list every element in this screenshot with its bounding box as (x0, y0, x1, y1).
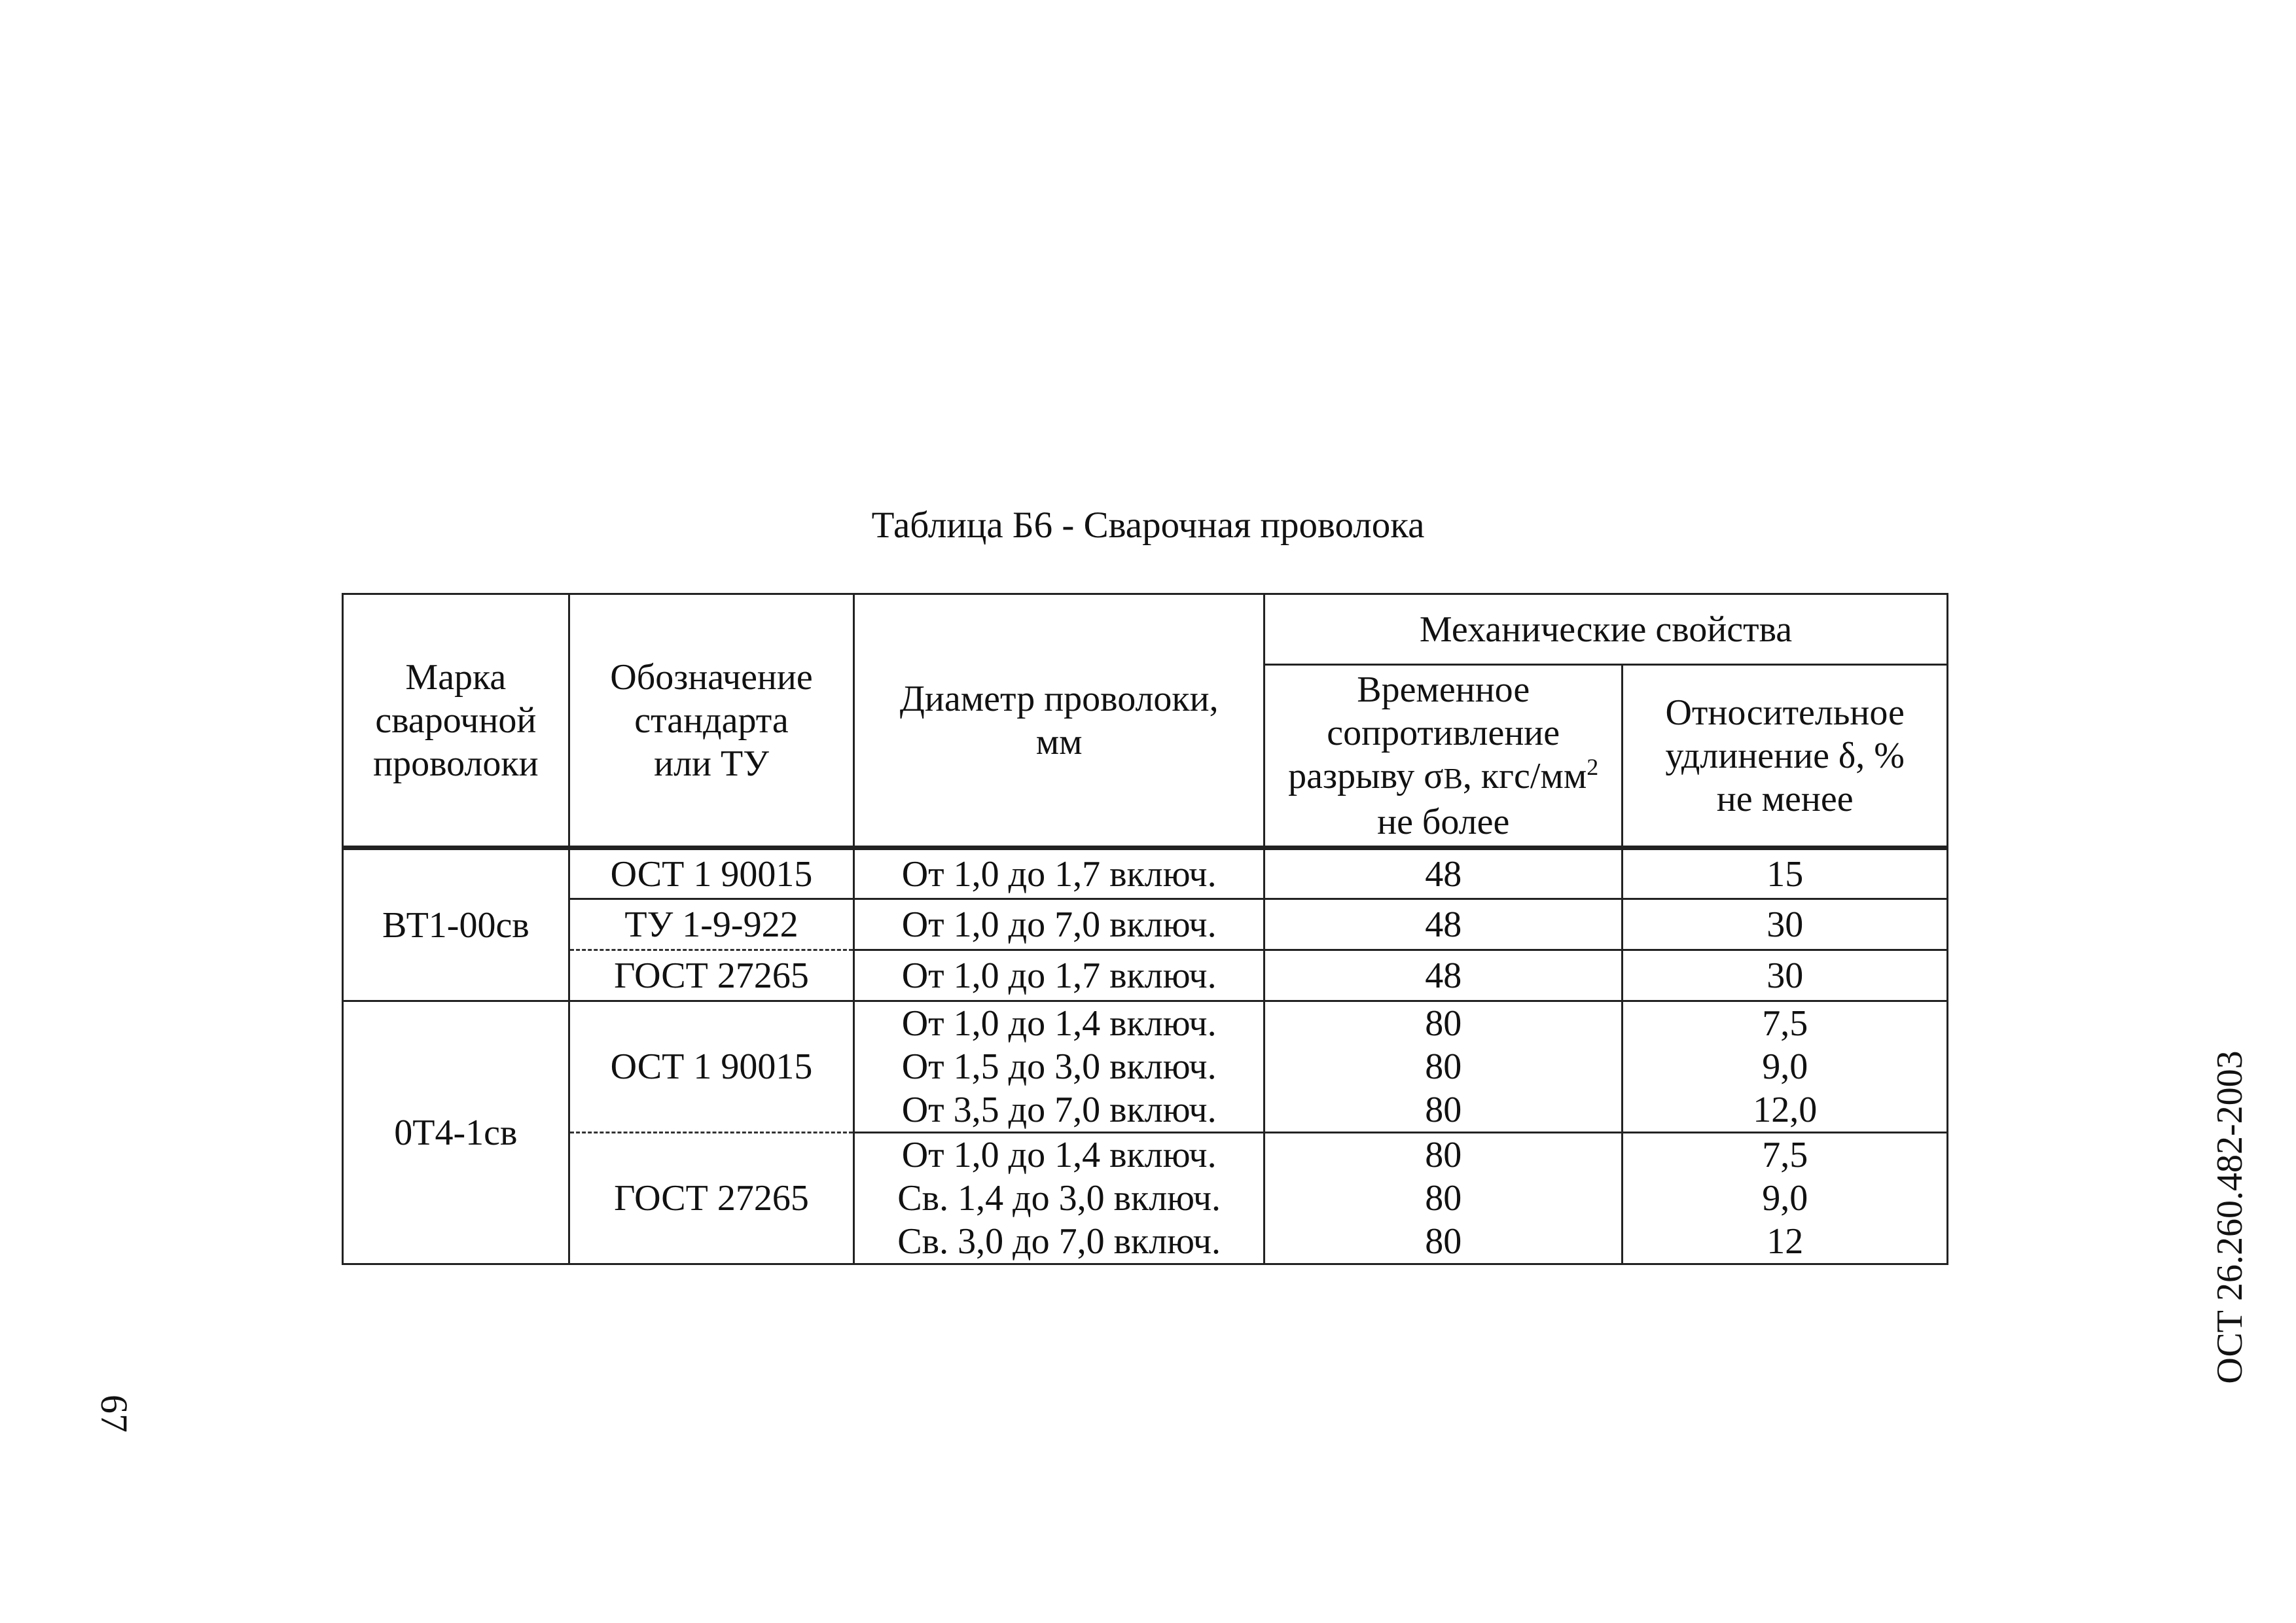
standard-cell: ТУ 1-9-922 (569, 899, 854, 950)
standard-cell: ОСТ 1 90015 (569, 1001, 854, 1133)
elongation-cell: 7,5 9,0 12,0 (1623, 1001, 1948, 1133)
strength-cell: 80 80 80 (1265, 1001, 1623, 1133)
elongation-cell: 7,5 9,0 12 (1623, 1133, 1948, 1264)
diameter-cell: От 1,0 до 1,7 включ. (854, 848, 1265, 899)
table-row (343, 899, 1948, 950)
header-mechanical-properties: Механические свойства (1265, 594, 1948, 665)
standard-cell: ГОСТ 27265 (569, 1133, 854, 1264)
elongation-cell: 15 (1623, 848, 1948, 899)
grade-cell: ВТ1-00св (343, 848, 569, 1001)
diameter-cell: От 1,0 до 1,7 включ. (854, 950, 1265, 1001)
grade-cell: 0Т4-1св (343, 1001, 569, 1264)
strength-cell: 48 (1265, 848, 1623, 899)
strength-cell: 48 (1265, 950, 1623, 1001)
strength-cell: 80 80 80 (1265, 1133, 1623, 1264)
standard-cell: ОСТ 1 90015 (569, 848, 854, 899)
table-row (343, 848, 1948, 899)
header-standard: Обозначение стандарта или ТУ (569, 594, 854, 848)
document-code: ОСТ 26.260.482-2003 (2210, 1050, 2250, 1384)
table-row (343, 1133, 1948, 1264)
header-elongation: Относительное удлинение δ, % не менее (1623, 665, 1948, 848)
page-number: 67 (93, 1395, 135, 1433)
diameter-cell: От 1,0 до 7,0 включ. (854, 899, 1265, 950)
header-row (343, 594, 1948, 665)
standard-cell: ГОСТ 27265 (569, 950, 854, 1001)
welding-wire-table (342, 593, 1948, 1265)
table-caption: Таблица Б6 - Сварочная проволока (871, 505, 1425, 546)
diameter-cell: От 1,0 до 1,4 включ. От 1,5 до 3,0 включ. От 3,5 до 7,0 включ. (854, 1001, 1265, 1133)
header-grade: Марка сварочной проволоки (343, 594, 569, 848)
strength-cell: 48 (1265, 899, 1623, 950)
table-row (343, 1001, 1948, 1133)
header-tensile-strength: Временное сопротивление разрыву σВ, кгс/$мм^2$ не более (1265, 665, 1623, 848)
elongation-cell: 30 (1623, 899, 1948, 950)
elongation-cell: 30 (1623, 950, 1948, 1001)
table-row (343, 950, 1948, 1001)
diameter-cell: От 1,0 до 1,4 включ. Св. 1,4 до 3,0 включ. Св. 3,0 до 7,0 включ. (854, 1133, 1265, 1264)
header-diameter: Диаметр проволоки, мм (854, 594, 1265, 848)
